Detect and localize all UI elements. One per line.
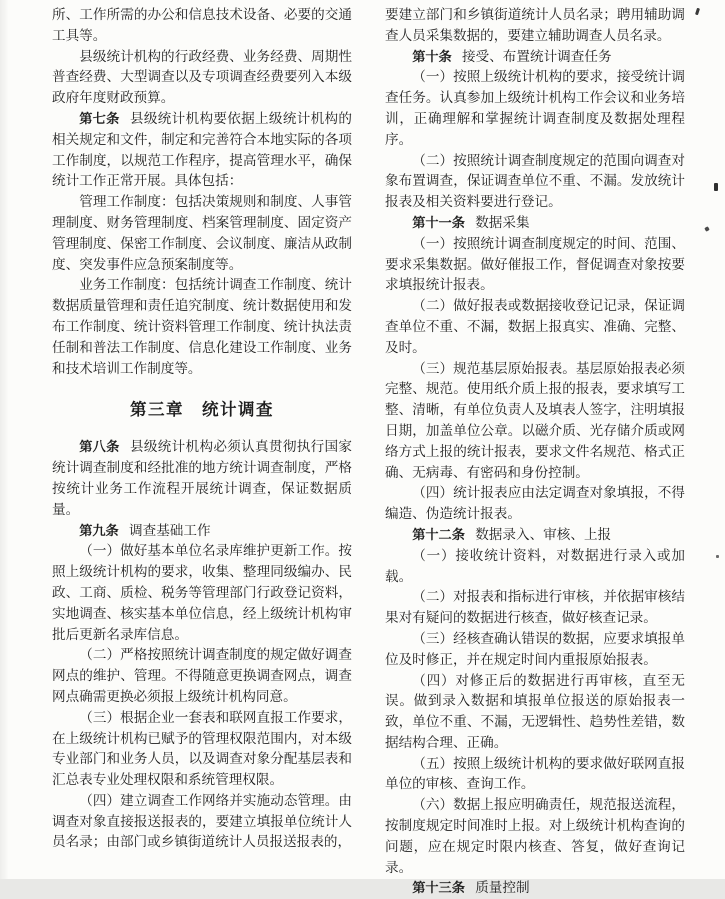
body-paragraph xyxy=(385,151,685,213)
body-paragraph xyxy=(385,5,685,47)
paragraph-text: （五）按照上级统计机构的要求做好联网直报单位的审核、查询工作。 xyxy=(385,755,685,792)
body-paragraph xyxy=(52,645,352,707)
article-paragraph xyxy=(52,521,352,542)
paragraph-text: 业务工作制度：包括统计调查工作制度、统计数据质量管理和责任追究制度、统计数据使用和发布工作制度、统计资料管理工作制度、统计执法责任制和普法工作制度、信息化建设工作制度、业务和技术培训工作制度等。 xyxy=(52,277,352,376)
paragraph-text: 所、工作所需的办公和信息技术设备、必要的交通工具等。 xyxy=(52,7,352,43)
paragraph-text: （二）对报表和指标进行审核，并依据审核结果对有疑问的数据进行核查，做好核查记录。 xyxy=(385,589,685,626)
body-paragraph xyxy=(385,67,685,150)
paragraph-text: （四）统计报表应由法定调查对象填报，不得编造、伪造统计报表。 xyxy=(385,485,685,522)
article-paragraph xyxy=(52,437,352,520)
paragraph-text: （二）按照统计调查制度规定的范围向调查对象布置调查，保证调查单位不重、不漏。发放统计报表及相关资料要进行登记。 xyxy=(385,152,685,210)
article-number: 第十条 xyxy=(412,48,452,64)
paragraph-text: 质量控制 xyxy=(475,880,530,896)
body-paragraph xyxy=(52,5,352,47)
article-number: 第七条 xyxy=(79,110,120,126)
article-number: 第十一条 xyxy=(412,214,465,230)
body-paragraph xyxy=(385,795,685,878)
paragraph-text: 县级统计机构要依据上级统计机构的相关规定和文件，制定和完善符合本地实际的各项工作制度，以规范工作程序，提高管理水平，确保统计工作正常开展。具体包括： xyxy=(52,110,353,189)
paragraph-text: （一）按照统计调查制度规定的时间、范围、要求采集数据。做好催报工作，督促调查对象按要求填报统计报表。 xyxy=(385,235,685,293)
body-paragraph xyxy=(385,483,685,525)
body-paragraph xyxy=(385,296,685,358)
paragraph-text: （三）经核查确认错误的数据，应要求填报单位及时修正，并在规定时间内重报原始报表。 xyxy=(385,630,685,667)
paragraph-text: （一）接收统计资料，对数据进行录入或加载。 xyxy=(385,547,685,584)
body-paragraph xyxy=(385,546,685,588)
paragraph-text: （四）对修正后的数据进行再审核，直至无误。做到录入数据和填报单位报送的原始报表一致，单位不重、不漏，无逻辑性、趋势性差错，数据结构合理、正确。 xyxy=(385,672,685,750)
article-paragraph xyxy=(52,109,352,192)
paragraph-text: 调查基础工作 xyxy=(129,522,211,538)
article-paragraph xyxy=(385,525,685,546)
paragraph-text: （一）按照上级统计机构的要求，接受统计调查任务。认真参加上级统计机构工作会议和业务培训，正确理解和掌握统计调查制度及数据处理程序。 xyxy=(385,69,685,147)
article-number: 第八条 xyxy=(79,439,120,455)
paragraph-text: （六）数据上报应明确责任，规范报送流程，按制度规定时间准时上报。对上级统计机构查询的问题，应在规定时限内核查、答复，做好查询记录。 xyxy=(385,797,685,875)
paragraph-text: （四）建立调查工作网络并实施动态管理。由调查对象直接报送报表的，要建立填报单位统计人员名录；由部门或乡镇街道统计人员报送报表的， xyxy=(52,792,352,850)
article-number: 第十二条 xyxy=(412,526,465,542)
scan-speck xyxy=(716,555,719,558)
body-paragraph xyxy=(385,234,685,296)
paragraph-text: 第三章 统计调查 xyxy=(130,400,274,420)
left-column xyxy=(52,5,352,899)
body-paragraph xyxy=(52,791,352,853)
article-paragraph xyxy=(385,878,685,899)
paragraph-text: 要建立部门和乡镇街道统计人员名录；聘用辅助调查人员采集数据的，要建立辅助调查人员名录。 xyxy=(385,7,685,43)
paragraph-text: （二）严格按照统计调查制度的规定做好调查网点的维护、管理。不得随意更换调查网点，调查网点确需更换必须报上级统计机构同意。 xyxy=(52,647,352,704)
article-number: 第十三条 xyxy=(412,880,465,896)
paragraph-text: 管理工作制度：包括决策规则和制度、人事管理制度、财务管理制度、档案管理制度、固定资产管理制度、保密工作制度、会议制度、廉洁从政制度、突发事件应急预案制度等。 xyxy=(52,194,352,272)
body-paragraph xyxy=(385,754,685,796)
body-paragraph xyxy=(52,541,352,645)
article-paragraph xyxy=(385,47,685,68)
article-number: 第九条 xyxy=(79,522,119,538)
paragraph-text: 县级统计机构的行政经费、业务经费、周期性普查经费、大型调查以及专项调查经费要列入本级政府年度财政预算。 xyxy=(52,48,352,106)
right-column xyxy=(385,5,685,899)
paragraph-text: （二）做好报表或数据接收登记记录，保证调查单位不重、不漏，数据上报真实、准确、完整、及时。 xyxy=(385,298,685,355)
scan-speck xyxy=(714,183,718,191)
paragraph-text: 数据采集 xyxy=(475,214,530,230)
paragraph-text: （一）做好基本单位名录库维护更新工作。按照上级统计机构的要求，收集、整理同级编办、民政、工商、质检、税务等管理部门行政登记资料，实地调查、核实基本单位信息，经上级统计机构审批后更新名录库信息。 xyxy=(52,543,352,642)
paragraph-text: 数据录入、审核、上报 xyxy=(475,526,612,542)
body-paragraph xyxy=(52,47,352,109)
body-paragraph xyxy=(385,629,685,671)
body-paragraph xyxy=(52,192,352,275)
article-paragraph xyxy=(385,213,685,234)
chapter-heading xyxy=(52,399,352,421)
paragraph-text: 接受、布置统计调查任务 xyxy=(462,48,612,64)
paragraph-text: （三）规范基层原始报表。基层原始报表必须完整、规范。使用纸介质上报的报表，要求填写工整、清晰，有单位负责人及填表人签字，注明填报日期，加盖单位公章。以磁介质、光存储介质或网络方式上报的统计报表，要求文件名规范、格式正确、无病毒、有密码和身份控制。 xyxy=(385,360,685,480)
two-column-text-area xyxy=(0,5,725,899)
body-paragraph xyxy=(385,671,685,754)
body-paragraph xyxy=(52,275,352,379)
body-paragraph xyxy=(52,708,352,791)
body-paragraph xyxy=(385,359,685,484)
paragraph-text: （三）根据企业一套表和联网直报工作要求，在上级统计机构已赋予的管理权限范围内，对本级专业部门和业务人员，以及调查对象分配基层表和汇总表专业处理权限和系统管理权限。 xyxy=(52,709,352,788)
body-paragraph xyxy=(385,587,685,629)
paragraph-text: 县级统计机构必须认真贯彻执行国家统计调查制度和经批准的地方统计调查制度，严格按统计业务工作流程开展统计调查，保证数据质量。 xyxy=(52,439,353,517)
